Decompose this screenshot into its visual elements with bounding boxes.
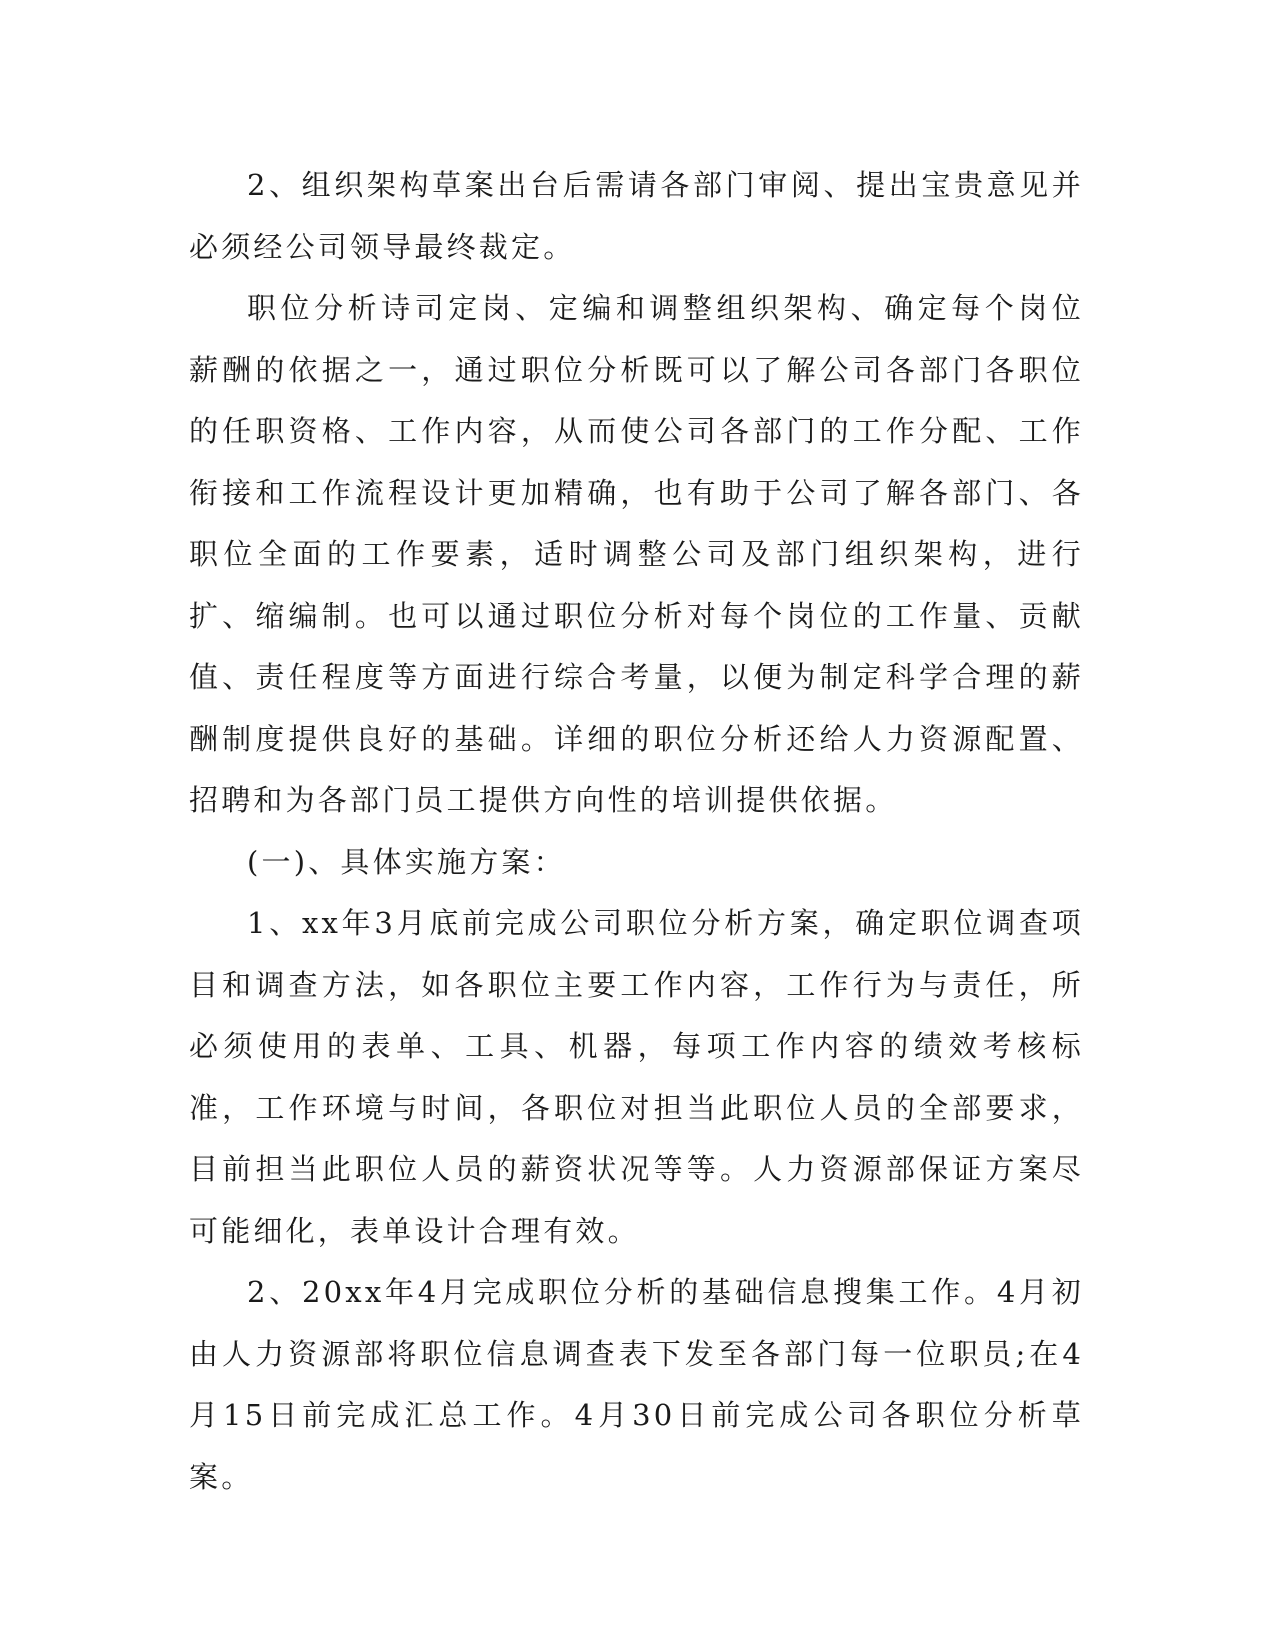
paragraph-step-one: 1、xx年3月底前完成公司职位分析方案，确定职位调查项目和调查方法，如各职位主要工作内容，工作行为与责任，所必须使用的表单、工具、机器，每项工作内容的绩效考核标准，工作环境与时间，各职位对担当此职位人员的全部要求，目前担当此职位人员的薪资状况等等。人力资源部保证方案尽可能细化，表单设计合理有效。 — [189, 906, 1084, 1248]
document-body — [189, 155, 1084, 1508]
paragraph-implementation-heading: (一)、具体实施方案： — [247, 844, 566, 879]
paragraph-org-draft-review: 2、组织架构草案出台后需请各部门审阅、提出宝贵意见并必须经公司领导最终裁定。 — [189, 168, 1084, 264]
paragraph-step-two: 2、20xx年4月完成职位分析的基础信息搜集工作。4月初由人力资源部将职位信息调查表下发至各部门每一位职员;在4月15日前完成汇总工作。4月30日前完成公司各职位分析草案。 — [189, 1275, 1084, 1494]
paragraph-job-analysis-purpose: 职位分析诗司定岗、定编和调整组织架构、确定每个岗位薪酬的依据之一，通过职位分析既可以了解公司各部门各职位的任职资格、工作内容，从而使公司各部门的工作分配、工作衔接和工作流程设计更加精确，也有助于公司了解各部门、各职位全面的工作要素，适时调整公司及部门组织架构，进行扩、缩编制。也可以通过职位分析对每个岗位的工作量、贡献值、责任程度等方面进行综合考量，以便为制定科学合理的薪酬制度提供良好的基础。详细的职位分析还给人力资源配置、招聘和为各部门员工提供方向性的培训提供依据。 — [189, 291, 1084, 817]
